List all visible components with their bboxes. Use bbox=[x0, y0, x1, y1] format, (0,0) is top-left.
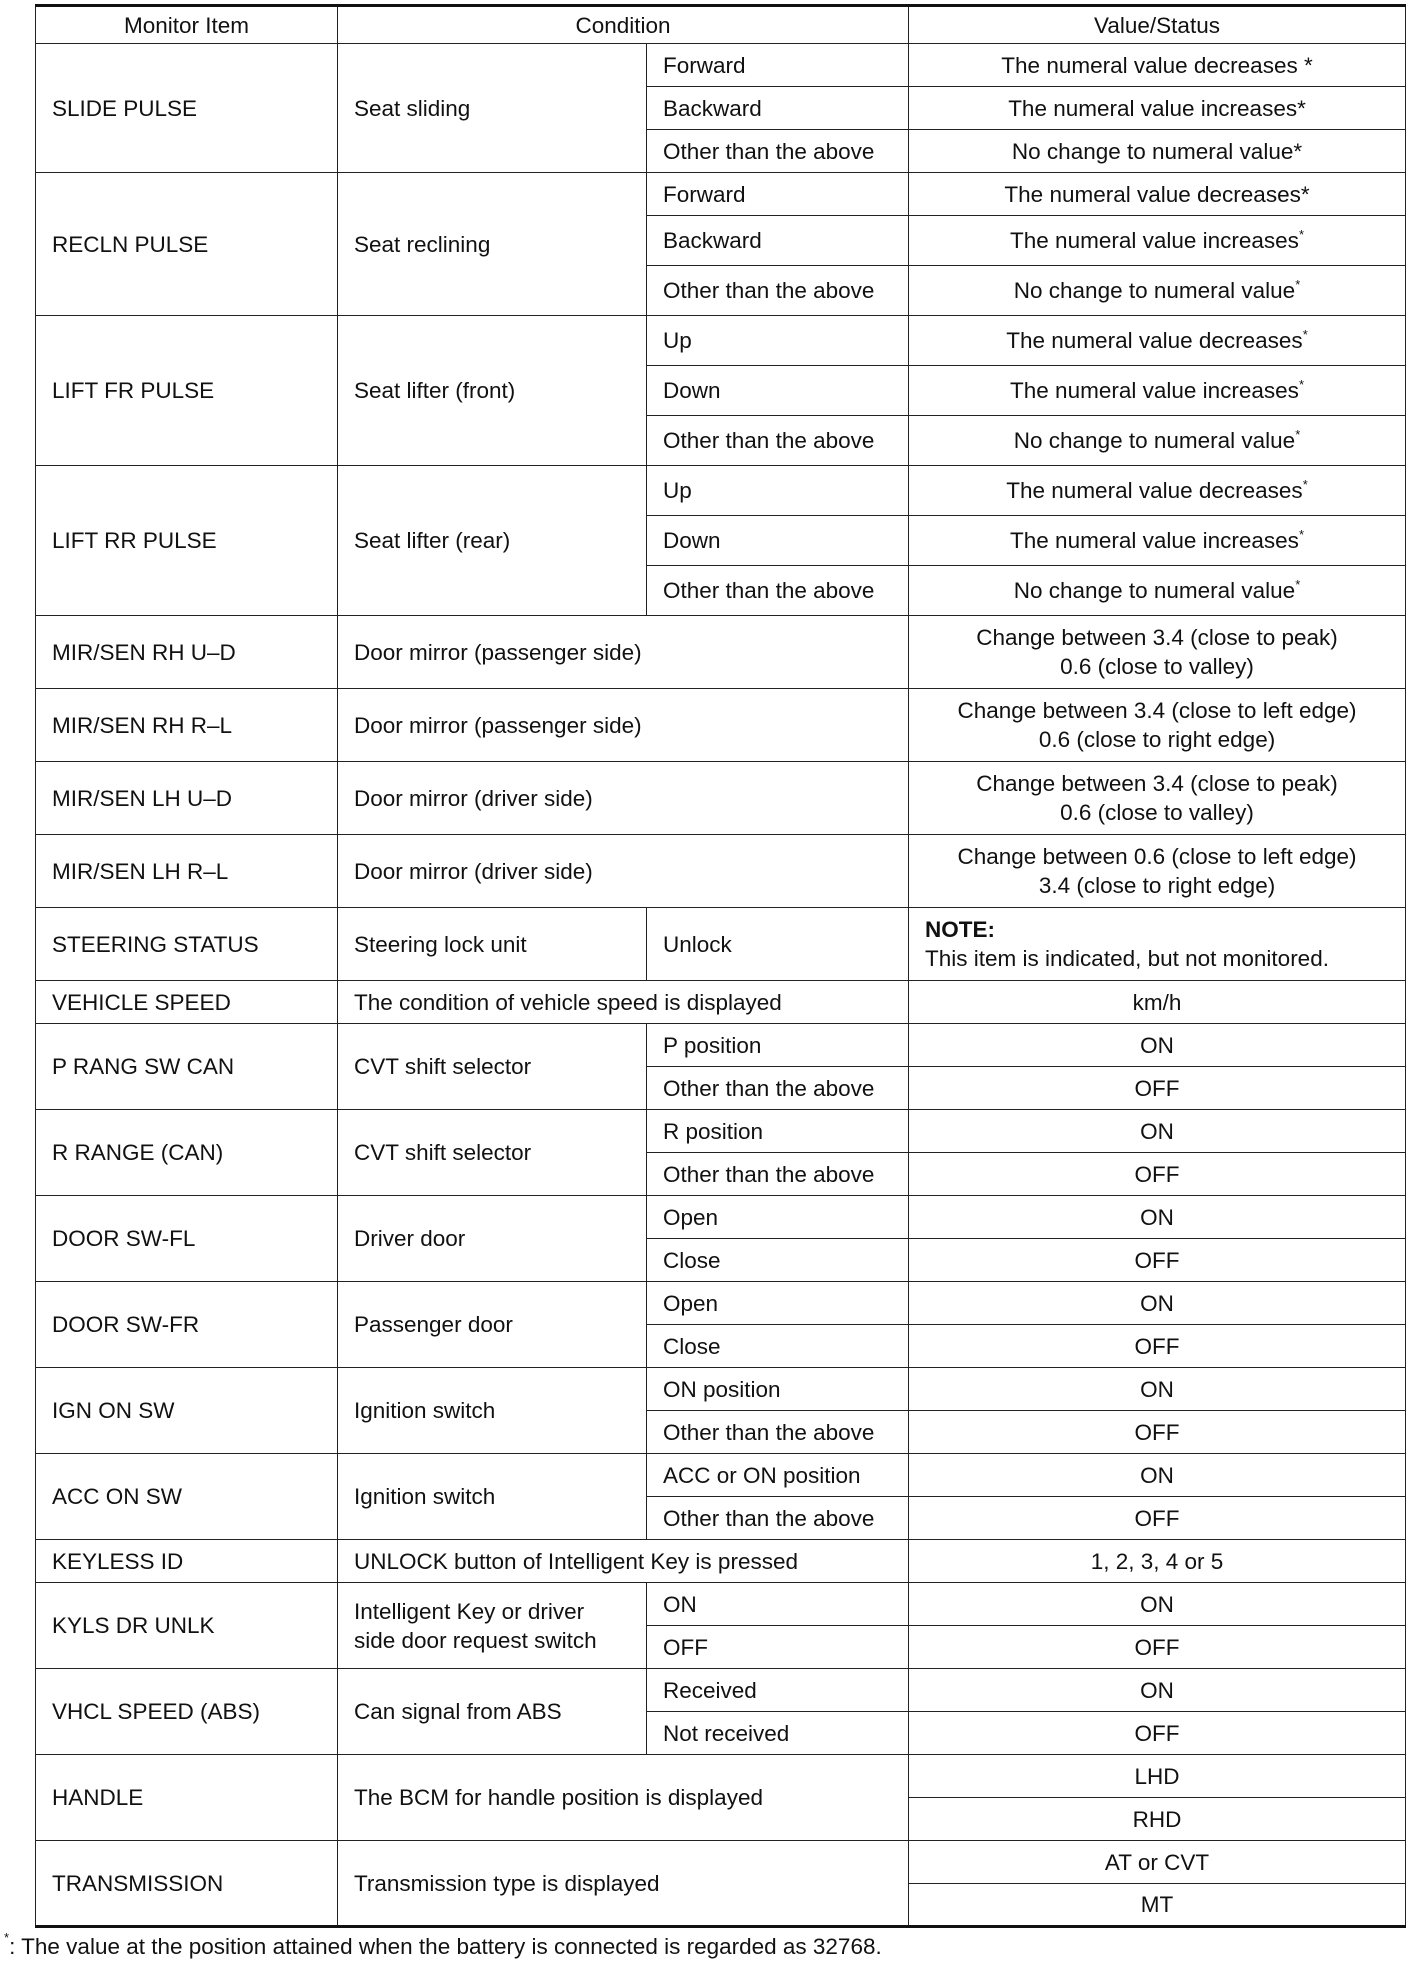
value-status: Change between 3.4 (close to peak) 0.6 (close to valley) bbox=[909, 616, 1406, 689]
value-status: OFF bbox=[909, 1153, 1406, 1196]
sub-condition: Other than the above bbox=[647, 566, 909, 616]
value-status: RHD bbox=[909, 1798, 1406, 1841]
monitor-item: KEYLESS ID bbox=[36, 1540, 338, 1583]
sub-condition: Other than the above bbox=[647, 266, 909, 316]
condition: Seat lifter (rear) bbox=[338, 466, 647, 616]
monitor-item: P RANG SW CAN bbox=[36, 1024, 338, 1110]
sub-condition: OFF bbox=[647, 1626, 909, 1669]
sub-condition: Down bbox=[647, 516, 909, 566]
monitor-item: MIR/SEN RH U–D bbox=[36, 616, 338, 689]
condition: Steering lock unit bbox=[338, 908, 647, 981]
header-row bbox=[36, 6, 1406, 44]
sub-condition: ACC or ON position bbox=[647, 1454, 909, 1497]
sub-condition: Forward bbox=[647, 44, 909, 87]
value-status: ON bbox=[909, 1669, 1406, 1712]
condition: Door mirror (driver side) bbox=[338, 762, 909, 835]
value-status: The numeral value decreases* bbox=[909, 316, 1406, 366]
condition: Door mirror (driver side) bbox=[338, 835, 909, 908]
value-status: Change between 3.4 (close to peak) 0.6 (close to valley) bbox=[909, 762, 1406, 835]
condition: Intelligent Key or driver side door request switch bbox=[338, 1583, 647, 1669]
value-status: OFF bbox=[909, 1411, 1406, 1454]
monitor-item: RECLN PULSE bbox=[36, 173, 338, 316]
footnote bbox=[4, 1930, 882, 1960]
value-status: The numeral value increases* bbox=[909, 87, 1406, 130]
sub-condition: P position bbox=[647, 1024, 909, 1067]
table-row bbox=[36, 1282, 1406, 1325]
header-monitor-item: Monitor Item bbox=[36, 6, 338, 44]
sub-condition: Backward bbox=[647, 216, 909, 266]
sub-condition: Forward bbox=[647, 173, 909, 216]
table-row bbox=[36, 173, 1406, 216]
sub-condition: Received bbox=[647, 1669, 909, 1712]
monitor-item: KYLS DR UNLK bbox=[36, 1583, 338, 1669]
value-status: ON bbox=[909, 1110, 1406, 1153]
value-status: ON bbox=[909, 1282, 1406, 1325]
value-status: The numeral value decreases* bbox=[909, 173, 1406, 216]
monitor-item: MIR/SEN LH R–L bbox=[36, 835, 338, 908]
table-row bbox=[36, 689, 1406, 762]
value-status: 1, 2, 3, 4 or 5 bbox=[909, 1540, 1406, 1583]
monitor-item: ACC ON SW bbox=[36, 1454, 338, 1540]
table-row bbox=[36, 981, 1406, 1024]
table-row bbox=[36, 616, 1406, 689]
table-row bbox=[36, 44, 1406, 87]
value-status: OFF bbox=[909, 1325, 1406, 1368]
sub-condition: Up bbox=[647, 316, 909, 366]
table-row bbox=[36, 908, 1406, 981]
sub-condition: Other than the above bbox=[647, 1497, 909, 1540]
table-row bbox=[36, 316, 1406, 366]
table-row bbox=[36, 1454, 1406, 1497]
monitor-item: HANDLE bbox=[36, 1755, 338, 1841]
table-row bbox=[36, 466, 1406, 516]
condition: Door mirror (passenger side) bbox=[338, 616, 909, 689]
sub-condition: Up bbox=[647, 466, 909, 516]
table-row bbox=[36, 1755, 1406, 1798]
condition: CVT shift selector bbox=[338, 1110, 647, 1196]
sub-condition: Other than the above bbox=[647, 1411, 909, 1454]
sub-condition: Open bbox=[647, 1196, 909, 1239]
table-row bbox=[36, 1196, 1406, 1239]
sub-condition: Other than the above bbox=[647, 1153, 909, 1196]
sub-condition: Close bbox=[647, 1325, 909, 1368]
monitor-item: R RANGE (CAN) bbox=[36, 1110, 338, 1196]
value-status: No change to numeral value* bbox=[909, 130, 1406, 173]
value-status: No change to numeral value* bbox=[909, 266, 1406, 316]
sub-condition: Unlock bbox=[647, 908, 909, 981]
sub-condition: Close bbox=[647, 1239, 909, 1282]
condition: CVT shift selector bbox=[338, 1024, 647, 1110]
condition: Door mirror (passenger side) bbox=[338, 689, 909, 762]
sub-condition: Not received bbox=[647, 1712, 909, 1755]
table-row bbox=[36, 1841, 1406, 1884]
table-row bbox=[36, 835, 1406, 908]
table-row bbox=[36, 1669, 1406, 1712]
value-status: OFF bbox=[909, 1712, 1406, 1755]
value-status: OFF bbox=[909, 1067, 1406, 1110]
monitor-item: DOOR SW-FL bbox=[36, 1196, 338, 1282]
value-status: Change between 0.6 (close to left edge) 3.4 (close to right edge) bbox=[909, 835, 1406, 908]
value-status: No change to numeral value* bbox=[909, 416, 1406, 466]
sub-condition: ON bbox=[647, 1583, 909, 1626]
condition: Passenger door bbox=[338, 1282, 647, 1368]
condition: Can signal from ABS bbox=[338, 1669, 647, 1755]
monitor-item: SLIDE PULSE bbox=[36, 44, 338, 173]
monitor-item: TRANSMISSION bbox=[36, 1841, 338, 1927]
condition: UNLOCK button of Intelligent Key is pressed bbox=[338, 1540, 909, 1583]
sub-condition: Other than the above bbox=[647, 416, 909, 466]
condition: Seat lifter (front) bbox=[338, 316, 647, 466]
value-status: ON bbox=[909, 1368, 1406, 1411]
monitor-item: VEHICLE SPEED bbox=[36, 981, 338, 1024]
table-row bbox=[36, 762, 1406, 835]
condition: The condition of vehicle speed is displayed bbox=[338, 981, 909, 1024]
condition: Driver door bbox=[338, 1196, 647, 1282]
table-row bbox=[36, 1110, 1406, 1153]
value-status: ON bbox=[909, 1024, 1406, 1067]
value-status: ON bbox=[909, 1196, 1406, 1239]
monitor-item: VHCL SPEED (ABS) bbox=[36, 1669, 338, 1755]
monitor-table bbox=[35, 4, 1406, 1928]
monitor-item: IGN ON SW bbox=[36, 1368, 338, 1454]
value-status: The numeral value increases* bbox=[909, 216, 1406, 266]
sub-condition: Down bbox=[647, 366, 909, 416]
value-status: The numeral value increases* bbox=[909, 366, 1406, 416]
footnote-text: : The value at the position attained when the battery is connected is regarded as 32768. bbox=[9, 1934, 882, 1959]
monitor-item: DOOR SW-FR bbox=[36, 1282, 338, 1368]
table-row bbox=[36, 1583, 1406, 1626]
value-status: No change to numeral value* bbox=[909, 566, 1406, 616]
monitor-item: LIFT FR PULSE bbox=[36, 316, 338, 466]
value-status: OFF bbox=[909, 1239, 1406, 1282]
condition: Ignition switch bbox=[338, 1454, 647, 1540]
value-status: The numeral value increases* bbox=[909, 516, 1406, 566]
sub-condition: Backward bbox=[647, 87, 909, 130]
table-row bbox=[36, 1368, 1406, 1411]
monitor-item: LIFT RR PULSE bbox=[36, 466, 338, 616]
value-status: The numeral value decreases* bbox=[909, 466, 1406, 516]
condition: The BCM for handle position is displayed bbox=[338, 1755, 909, 1841]
condition: Seat reclining bbox=[338, 173, 647, 316]
condition: Transmission type is displayed bbox=[338, 1841, 909, 1927]
table-row bbox=[36, 1540, 1406, 1583]
value-status: ON bbox=[909, 1583, 1406, 1626]
monitor-item: STEERING STATUS bbox=[36, 908, 338, 981]
value-status: km/h bbox=[909, 981, 1406, 1024]
sub-condition: Other than the above bbox=[647, 130, 909, 173]
sub-condition: Other than the above bbox=[647, 1067, 909, 1110]
footnote-mark: * bbox=[4, 1930, 10, 1945]
header-value-status: Value/Status bbox=[909, 6, 1406, 44]
value-status: OFF bbox=[909, 1626, 1406, 1669]
condition: Seat sliding bbox=[338, 44, 647, 173]
condition: Ignition switch bbox=[338, 1368, 647, 1454]
sub-condition: Open bbox=[647, 1282, 909, 1325]
value-status: ON bbox=[909, 1454, 1406, 1497]
value-status: OFF bbox=[909, 1497, 1406, 1540]
sub-condition: ON position bbox=[647, 1368, 909, 1411]
value-status: NOTE: This item is indicated, but not monitored. bbox=[909, 908, 1406, 981]
monitor-item: MIR/SEN RH R–L bbox=[36, 689, 338, 762]
value-status: MT bbox=[909, 1884, 1406, 1927]
sub-condition: R position bbox=[647, 1110, 909, 1153]
value-status: The numeral value decreases * bbox=[909, 44, 1406, 87]
table-row bbox=[36, 1024, 1406, 1067]
header-condition: Condition bbox=[338, 6, 909, 44]
value-status: AT or CVT bbox=[909, 1841, 1406, 1884]
value-status: LHD bbox=[909, 1755, 1406, 1798]
value-status: Change between 3.4 (close to left edge) 0.6 (close to right edge) bbox=[909, 689, 1406, 762]
monitor-item: MIR/SEN LH U–D bbox=[36, 762, 338, 835]
